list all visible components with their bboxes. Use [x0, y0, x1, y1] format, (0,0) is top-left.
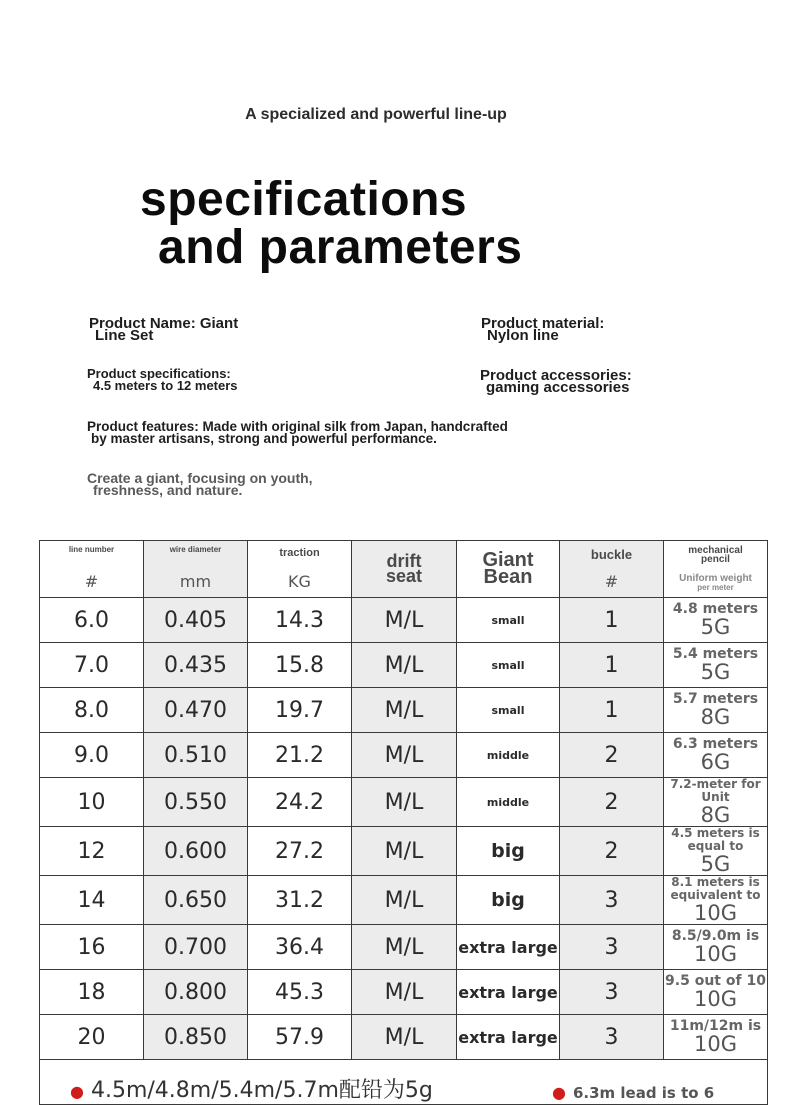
- table-footnote-row: [40, 1060, 768, 1105]
- cell-drift-seat: M/L: [352, 876, 457, 925]
- footnote-cell: [40, 1060, 768, 1105]
- header-buckle: buckle #: [560, 541, 664, 598]
- cell-buckle: 3: [560, 876, 664, 925]
- header-line-number: line number #: [40, 541, 144, 598]
- product-name-line-2: Line Set: [95, 327, 154, 344]
- cell-wire-diameter: 0.850: [144, 1015, 248, 1060]
- table-row: [40, 688, 768, 733]
- cell-buckle: 3: [560, 1015, 664, 1060]
- pencil-weight: 10G: [694, 901, 737, 925]
- cell-buckle: 2: [560, 827, 664, 876]
- cell-drift-seat: M/L: [352, 688, 457, 733]
- cell-line-number: 8.0: [40, 688, 144, 733]
- product-features-line-2: by master artisans, strong and powerful performance.: [91, 431, 437, 446]
- product-spec-line-2: 4.5 meters to 12 meters: [93, 378, 238, 393]
- cell-mechanical-pencil: [664, 876, 768, 925]
- table-body: [40, 598, 768, 1060]
- product-spec-line-1: Product specifications:: [87, 366, 231, 381]
- cell-drift-seat: M/L: [352, 1015, 457, 1060]
- cell-traction: 21.2: [248, 733, 352, 778]
- cell-drift-seat: M/L: [352, 827, 457, 876]
- cell-wire-diameter: 0.550: [144, 778, 248, 827]
- cell-wire-diameter: 0.800: [144, 970, 248, 1015]
- pencil-note: 4.8 meters: [672, 600, 759, 617]
- cell-drift-seat: M/L: [352, 598, 457, 643]
- pencil-weight: 10G: [694, 986, 737, 1011]
- pencil-weight: 6G: [700, 749, 731, 774]
- cell-giant-bean: small: [457, 688, 560, 733]
- pencil-weight: 8G: [700, 704, 731, 729]
- cell-wire-diameter: 0.510: [144, 733, 248, 778]
- product-material-line-2: Nylon line: [487, 327, 559, 344]
- header-wire-diameter: wire diameter mm: [144, 541, 248, 598]
- cell-giant-bean: small: [457, 643, 560, 688]
- cell-wire-diameter: 0.405: [144, 598, 248, 643]
- bullet-icon: ●: [552, 1083, 566, 1102]
- pencil-note: 8.1 meters is equivalent to: [670, 875, 761, 902]
- cell-mechanical-pencil: [664, 925, 768, 970]
- product-material: [481, 315, 605, 344]
- slogan: [87, 472, 313, 496]
- page-title: [140, 173, 523, 274]
- product-accessories-line-1: Product accessories:: [480, 367, 632, 384]
- cell-mechanical-pencil: [664, 733, 768, 778]
- table-row: [40, 827, 768, 876]
- cell-giant-bean: middle: [457, 733, 560, 778]
- pencil-note: 11m/12m is: [669, 1017, 762, 1034]
- cell-traction: 15.8: [248, 643, 352, 688]
- header-mechanical-pencil: mechanical pencil Uniform weight per meter: [664, 541, 768, 598]
- cell-giant-bean: big: [457, 876, 560, 925]
- product-features: [87, 421, 508, 445]
- cell-line-number: 12: [40, 827, 144, 876]
- cell-mechanical-pencil: [664, 598, 768, 643]
- cell-giant-bean: big: [457, 827, 560, 876]
- cell-traction: 36.4: [248, 925, 352, 970]
- product-name-line-1: Product Name: Giant: [89, 315, 239, 332]
- cell-traction: 57.9: [248, 1015, 352, 1060]
- footnote-left: 4.5m/4.8m/5.4m/5.7m配铅为5g: [90, 1078, 433, 1103]
- cell-mechanical-pencil: [664, 1015, 768, 1060]
- cell-drift-seat: M/L: [352, 970, 457, 1015]
- cell-drift-seat: M/L: [352, 925, 457, 970]
- cell-traction: 45.3: [248, 970, 352, 1015]
- pencil-weight: 5G: [700, 852, 731, 876]
- cell-traction: 27.2: [248, 827, 352, 876]
- product-material-line-1: Product material:: [481, 315, 605, 332]
- cell-buckle: 1: [560, 688, 664, 733]
- pencil-note: 7.2-meter for Unit: [670, 777, 761, 804]
- cell-line-number: 10: [40, 778, 144, 827]
- cell-buckle: 3: [560, 970, 664, 1015]
- cell-line-number: 18: [40, 970, 144, 1015]
- spec-table: [39, 540, 768, 1105]
- pencil-note: 4.5 meters is equal to: [671, 826, 760, 853]
- product-accessories: [480, 367, 632, 396]
- cell-giant-bean: extra large: [457, 970, 560, 1015]
- table-row: [40, 876, 768, 925]
- table-row: [40, 643, 768, 688]
- table-row: [40, 970, 768, 1015]
- cell-drift-seat: M/L: [352, 733, 457, 778]
- table-header-row: [40, 541, 768, 598]
- slogan-line-1: Create a giant, focusing on youth,: [87, 470, 313, 486]
- cell-wire-diameter: 0.435: [144, 643, 248, 688]
- product-accessories-line-2: gaming accessories: [486, 379, 630, 396]
- cell-wire-diameter: 0.650: [144, 876, 248, 925]
- bullet-icon: ●: [70, 1082, 84, 1101]
- title-line-2: and parameters: [158, 221, 523, 274]
- cell-wire-diameter: 0.600: [144, 827, 248, 876]
- pencil-weight: 5G: [700, 659, 731, 684]
- header-giant-bean: Giant Bean: [457, 541, 560, 598]
- title-line-1: specifications: [140, 173, 468, 226]
- pencil-weight: 10G: [694, 941, 737, 966]
- product-features-line-1: Product features: Made with original silk from Japan, handcrafted: [87, 419, 508, 434]
- cell-traction: 14.3: [248, 598, 352, 643]
- cell-line-number: 20: [40, 1015, 144, 1060]
- tagline: A specialized and powerful line-up: [245, 106, 507, 123]
- table-row: [40, 1015, 768, 1060]
- table-row: [40, 733, 768, 778]
- footnote-right-wrap: [552, 1079, 714, 1104]
- cell-mechanical-pencil: [664, 970, 768, 1015]
- cell-traction: 24.2: [248, 778, 352, 827]
- pencil-note: 5.4 meters: [672, 645, 759, 662]
- cell-traction: 31.2: [248, 876, 352, 925]
- cell-wire-diameter: 0.470: [144, 688, 248, 733]
- header-drift-seat: drift seat: [352, 541, 457, 598]
- cell-buckle: 2: [560, 778, 664, 827]
- cell-buckle: 2: [560, 733, 664, 778]
- cell-mechanical-pencil: [664, 643, 768, 688]
- cell-traction: 19.7: [248, 688, 352, 733]
- cell-wire-diameter: 0.700: [144, 925, 248, 970]
- cell-mechanical-pencil: [664, 827, 768, 876]
- cell-buckle: 1: [560, 643, 664, 688]
- pencil-weight: 10G: [694, 1031, 737, 1056]
- cell-giant-bean: extra large: [457, 1015, 560, 1060]
- cell-line-number: 14: [40, 876, 144, 925]
- cell-line-number: 7.0: [40, 643, 144, 688]
- product-name: [89, 315, 239, 344]
- cell-drift-seat: M/L: [352, 643, 457, 688]
- cell-line-number: 6.0: [40, 598, 144, 643]
- pencil-weight: 8G: [700, 803, 731, 827]
- header-traction: traction KG: [248, 541, 352, 598]
- cell-giant-bean: extra large: [457, 925, 560, 970]
- cell-giant-bean: middle: [457, 778, 560, 827]
- footnote-right: 6.3m lead is to 6: [572, 1084, 715, 1102]
- cell-drift-seat: M/L: [352, 778, 457, 827]
- product-specifications: [87, 368, 238, 392]
- table-row: [40, 778, 768, 827]
- cell-buckle: 3: [560, 925, 664, 970]
- pencil-weight: 5G: [700, 614, 731, 639]
- pencil-note: 9.5 out of 10: [665, 972, 766, 989]
- cell-mechanical-pencil: [664, 688, 768, 733]
- cell-giant-bean: small: [457, 598, 560, 643]
- cell-mechanical-pencil: [664, 778, 768, 827]
- cell-line-number: 16: [40, 925, 144, 970]
- table-row: [40, 925, 768, 970]
- cell-line-number: 9.0: [40, 733, 144, 778]
- table-row: [40, 598, 768, 643]
- slogan-line-2: freshness, and nature.: [93, 482, 243, 498]
- pencil-note: 8.5/9.0m is: [671, 927, 760, 944]
- pencil-note: 6.3 meters: [672, 735, 759, 752]
- pencil-note: 5.7 meters: [672, 690, 759, 707]
- cell-buckle: 1: [560, 598, 664, 643]
